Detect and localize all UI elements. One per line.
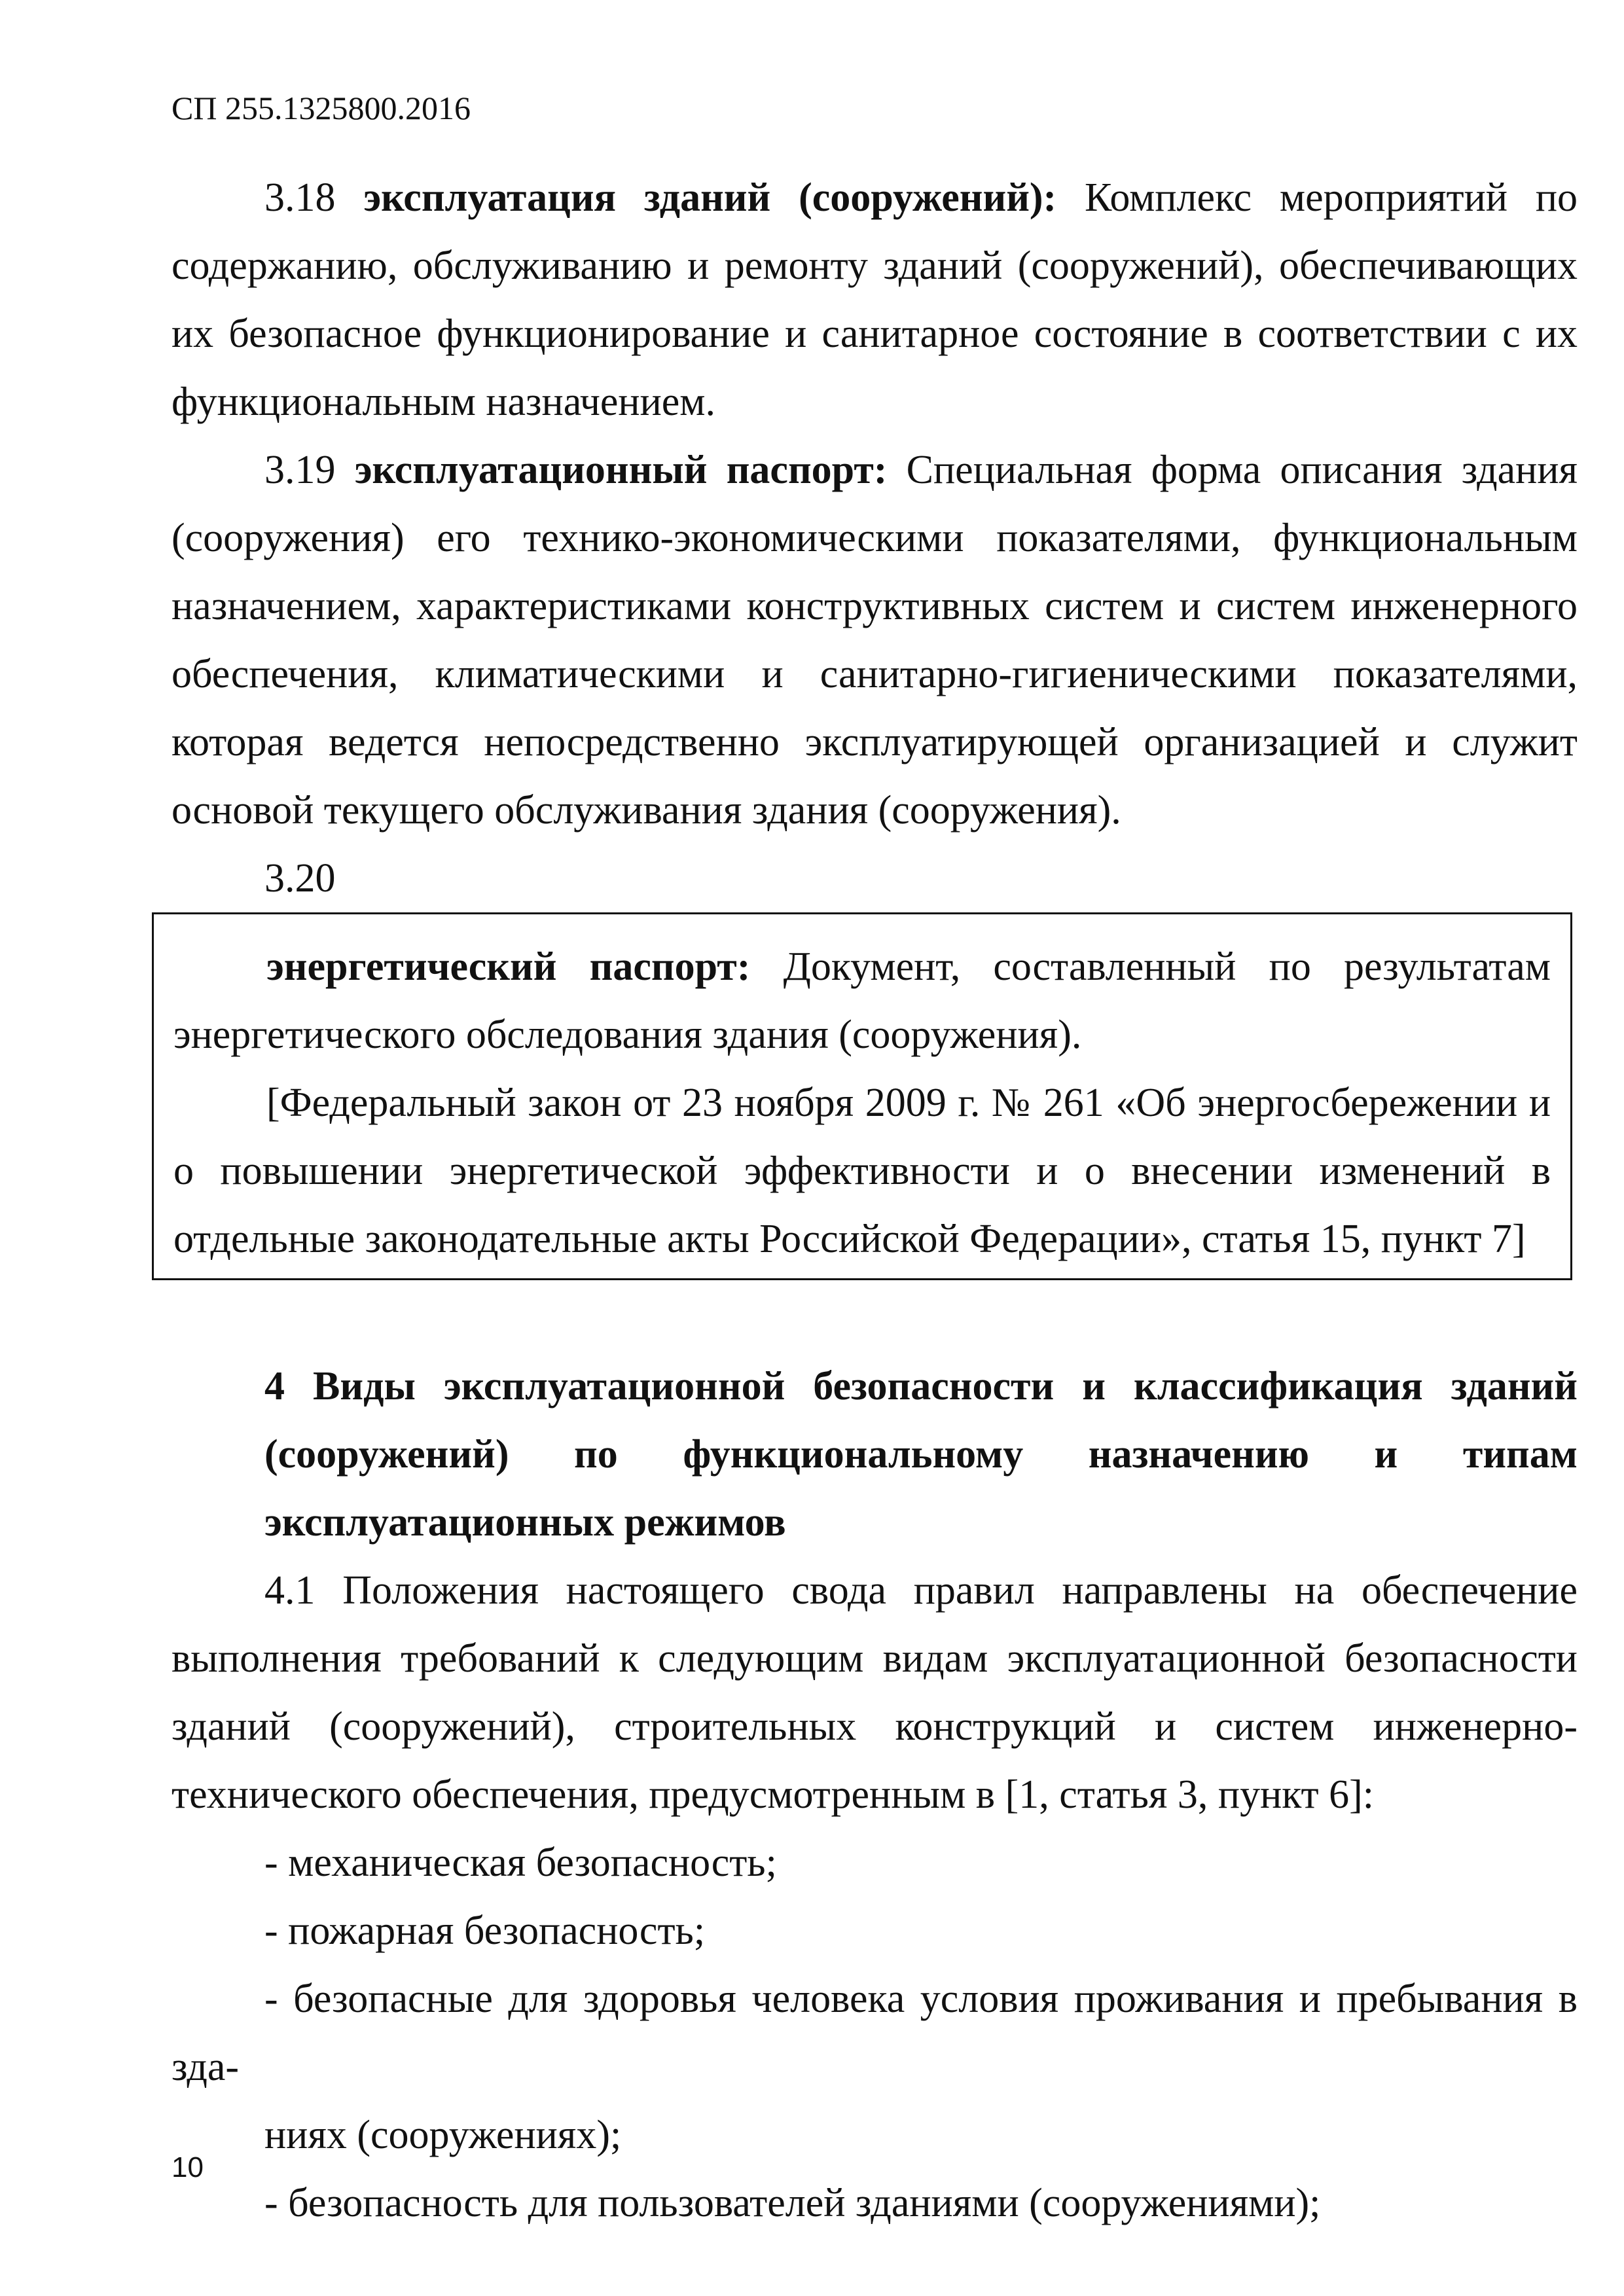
definition: Комплекс мероприятий по содержанию, обслуживанию и ремонту зданий (сооружений), обеспечивающих их безопасное функционирование и санитарное состояние в соответствии с их функциональным назначением. <box>171 175 1578 424</box>
document-code: СП 255.1325800.2016 <box>171 90 471 126</box>
term: энергетический паспорт: <box>266 944 751 989</box>
section-heading: 4 Виды эксплуатационной безопасности и классификация зданий (сооружений) по функциональному назначению и типам эксплуатационных режимов <box>264 1364 1578 1545</box>
list-item: - механическая безопасность; <box>264 1840 777 1885</box>
list-item: - пожарная безопасность; <box>264 1909 706 1953</box>
definition: Документ, составленный по результатам энергетического обследования здания (сооружения). <box>173 944 1551 1057</box>
page-number: 10 <box>171 2151 204 2183</box>
list-item-line: - безопасные для здоровья человека условия проживания и пребывания в зда- <box>171 1977 1578 2089</box>
clause-3-20-number: 3.20 <box>264 856 336 901</box>
definition: Специальная форма описания здания (сооружения) его технико-экономическими показателями, функциональным назначением, характеристиками конструктивных систем и систем инженерного обеспечения, климатическими и санитарно-гигиеническими показателями, которая ведется непосредственно эксплуатирующей организацией и служит основой текущего обслуживания здания (сооружения). <box>171 448 1578 833</box>
amendment-box <box>152 912 1572 1280</box>
list-item <box>171 1965 1578 2169</box>
clause-3-19 <box>171 436 1578 844</box>
list-item-line: ниях (сооружениях); <box>264 2113 622 2157</box>
clause-4-1: 4.1 Положения настоящего свода правил направлены на обеспечение выполнения требований к следующим видам эксплуатационной безопасности зданий (сооружений), строительных конструкций и систем инженерно-технического обеспечения, предусмотренным в [1, статья 3, пункт 6]: <box>171 1568 1578 1817</box>
clause-3-18 <box>171 164 1578 436</box>
page-content <box>171 164 1578 2237</box>
source-reference: [Федеральный закон от 23 ноября 2009 г. № 261 «Об энергосбережении и о повышении энергетической эффективности и о внесении изменений в отдельные законодательные акты Российской Федерации», статья 15, пункт 7] <box>173 1081 1551 1261</box>
term: эксплуатация зданий (сооружений): <box>363 175 1057 220</box>
term: эксплуатационный паспорт: <box>354 448 888 492</box>
list-item: - безопасность для пользователей зданиями (сооружениями); <box>264 2181 1321 2225</box>
clause-number: 3.19 <box>264 448 336 492</box>
clause-number: 3.18 <box>264 175 336 220</box>
clause-3-20 <box>173 933 1551 1069</box>
